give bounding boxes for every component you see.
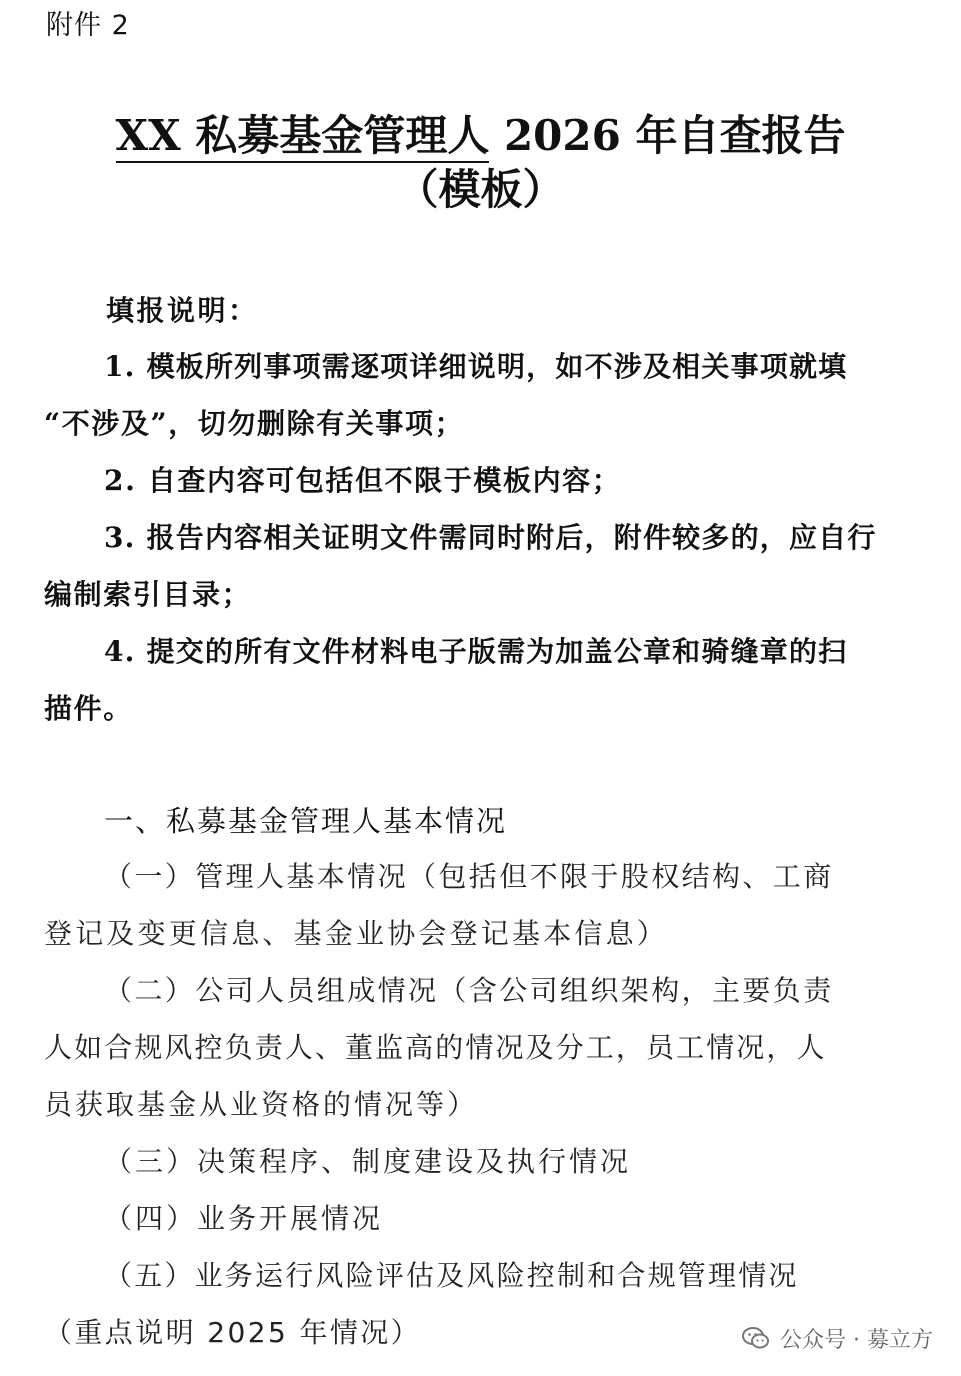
section-1-sub-2-line-3: 员获取基金从业资格的情况等） — [44, 1088, 479, 1121]
instruction-2: 2. 自查内容可包括但不限于模板内容； — [104, 464, 622, 497]
title-underlined-part: XX 私募基金管理人 — [116, 111, 490, 163]
attachment-label: 附件 2 — [46, 10, 130, 41]
instruction-3-line-2: 编制索引目录； — [44, 578, 252, 611]
section-1-sub-5-line-2: （重点说明 2025 年情况） — [44, 1316, 422, 1349]
instruction-1-line-1: 1. 模板所列事项需逐项详细说明，如不涉及相关事项就填 — [104, 350, 848, 383]
wechat-icon — [742, 1326, 770, 1350]
instruction-4-line-1: 4. 提交的所有文件材料电子版需为加盖公章和骑缝章的扫 — [104, 635, 848, 668]
section-1-sub-2-line-1: （二）公司人员组成情况（含公司组织架构，主要负责 — [104, 974, 834, 1007]
section-1-sub-2-line-2: 人如合规风控负责人、董监高的情况及分工，员工情况，人 — [44, 1031, 827, 1064]
section-1-heading: 一、私募基金管理人基本情况 — [104, 804, 508, 838]
instruction-3-line-1: 3. 报告内容相关证明文件需同时附后，附件较多的，应自行 — [104, 521, 877, 554]
instruction-1-line-2: “不涉及”，切勿删除有关事项； — [44, 407, 465, 440]
watermark — [742, 1320, 933, 1356]
section-1-sub-1-line-2: 登记及变更信息、基金业协会登记基本信息） — [44, 917, 669, 950]
title-rest-part: 2026 年自查报告 — [489, 111, 846, 160]
section-1-sub-5-line-1: （五）业务运行风险评估及风险控制和合规管理情况 — [104, 1259, 799, 1292]
section-1-sub-3: （三）决策程序、制度建设及执行情况 — [104, 1145, 632, 1178]
instruction-4-line-2: 描件。 — [44, 692, 133, 725]
document-title — [0, 110, 961, 162]
document-subtitle: （模板） — [396, 165, 565, 214]
section-1-sub-4: （四）业务开展情况 — [104, 1202, 384, 1235]
watermark-text: 公众号 · 募立方 — [780, 1327, 933, 1353]
instructions-heading: 填报说明： — [106, 294, 259, 327]
section-1-sub-1-line-1: （一）管理人基本情况（包括但不限于股权结构、工商 — [104, 860, 834, 893]
